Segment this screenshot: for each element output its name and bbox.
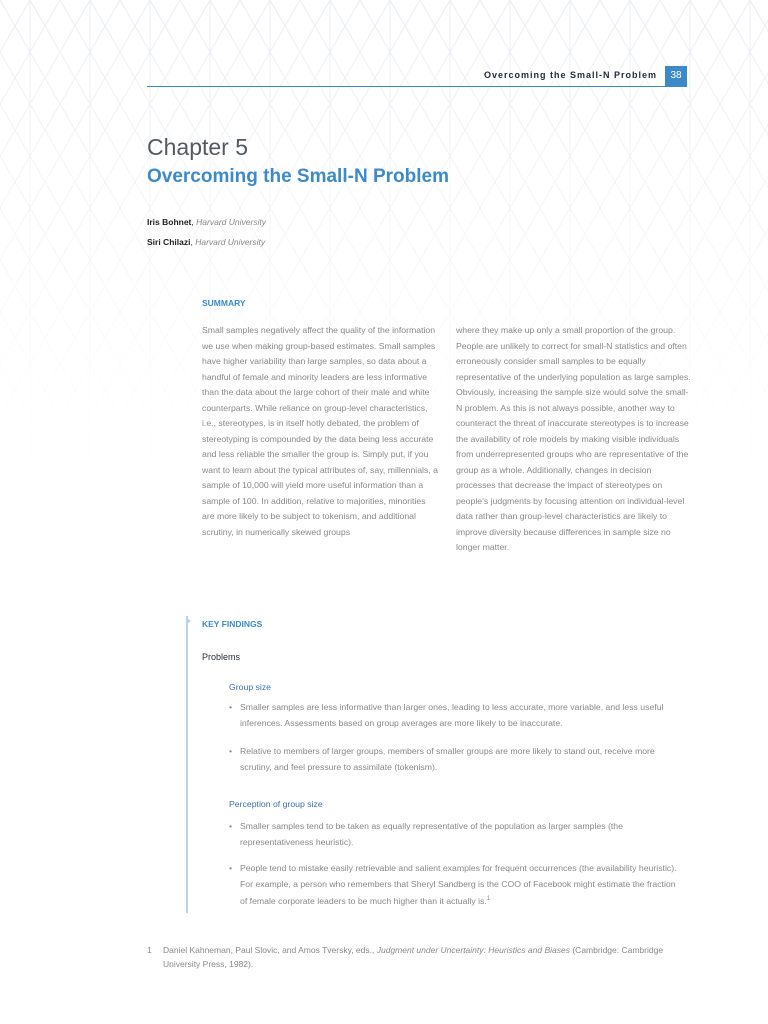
author-name: Siri Chilazi	[147, 237, 191, 247]
footnote-book-title: Judgment under Uncertainty: Heuristics and Biases	[376, 945, 570, 955]
author-line: Iris Bohnet, Harvard University	[147, 217, 267, 227]
summary-column-right: where they make up only a small proportion of the group. People are unlikely to correct for small-N statistics and often erroneously consider small samples to be equally representative of the underlying population as large samples. Obviously, increasing the sample size would solve the small-N problem. As this is not always possible, another way to counteract the threat of inaccurate stereotypes is to increase the availability of role models by making visible individuals from underrepresented groups who are representative of the group as a whole. Additionally, changes in decision processes that decrease the impact of stereotypes on people’s judgments by focusing attention on individual-level data rather than group-level characteristics are likely to improve diversity because differences in sample size no longer matter.	[456, 325, 691, 552]
chapter-title: Overcoming the Small-N Problem	[147, 166, 449, 187]
chapter-label: Chapter 5	[147, 134, 249, 160]
perception-heading: Perception of group size	[229, 799, 323, 809]
finding-bullet	[229, 861, 679, 909]
footnote-text-before: Daniel Kahneman, Paul Slovic, and Amos Tversky, eds.,	[163, 945, 375, 955]
finding-text: Smaller samples are less informative than larger ones, leading to less accurate, more variable, and less useful inferences. Assessments based on group averages are more likely to be inaccurate.	[240, 702, 664, 728]
footnote-number: 1	[147, 945, 152, 955]
bullet-icon: •	[229, 746, 233, 756]
key-findings-rule	[186, 616, 188, 913]
key-findings-heading: KEY FINDINGS	[202, 619, 263, 629]
finding-text: People tend to mistake easily retrievable and salient examples for frequent occurrences (the availability heuristic). For example, a person who remembers that Sheryl Sandberg is the COO of Facebook might estimate the fraction of female corporate leaders to be much higher than it actually is.	[240, 863, 677, 906]
finding-text: Relative to members of larger groups, members of smaller groups are more likely to stand out, receive more scrutiny, and feel pressure to assimilate (tokenism).	[240, 746, 655, 772]
summary-heading: SUMMARY	[202, 298, 246, 308]
finding-bullet	[229, 744, 679, 775]
footnote-text-after: (Cambridge: Cambridge University Press, 1982).	[163, 945, 664, 969]
author-line: Siri Chilazi, Harvard University	[147, 237, 266, 247]
finding-text: Smaller samples tend to be taken as equally representative of the population as larger samples (the representativeness heuristic).	[240, 821, 623, 847]
group-size-heading: Group size	[229, 682, 272, 692]
running-title: Overcoming the Small-N Problem	[483, 70, 657, 80]
problems-heading: Problems	[202, 652, 241, 662]
footnote-ref[interactable]: 1	[486, 896, 491, 902]
header-rule	[147, 86, 687, 87]
finding-bullet	[229, 700, 679, 731]
summary-column-left: Small samples negatively affect the quality of the information we use when making group-based estimates. Small samples have higher variability than large samples, so data about a handful of female and minority leaders are less informative than the data about the large cohort of their male and white counterparts. While reliance on group-level characteristics, i.e., stereotypes, is in itself hotly debated, the problem of stereotyping is compounded by the data being less accurate and less reliable the smaller the group is. Simply put, if you want to learn about the typical attributes of, say, millennials, a sample of 10,000 will yield more useful information than a sample of 100. In addition, relative to majorities, minorities are more likely to be subject to tokenism, and additional scrutiny, in numerically skewed groups	[202, 325, 438, 537]
author-affiliation: Harvard University	[195, 237, 266, 247]
author-name: Iris Bohnet	[147, 217, 192, 227]
bullet-icon: •	[229, 821, 233, 831]
key-findings-marker-icon	[186, 617, 191, 625]
footnote	[147, 943, 677, 971]
running-header	[147, 66, 687, 86]
finding-bullet	[229, 819, 679, 850]
page-number-badge: 38	[665, 66, 687, 86]
author-affiliation: Harvard University	[196, 217, 267, 227]
bullet-icon: •	[229, 702, 233, 712]
bullet-icon: •	[229, 863, 233, 873]
